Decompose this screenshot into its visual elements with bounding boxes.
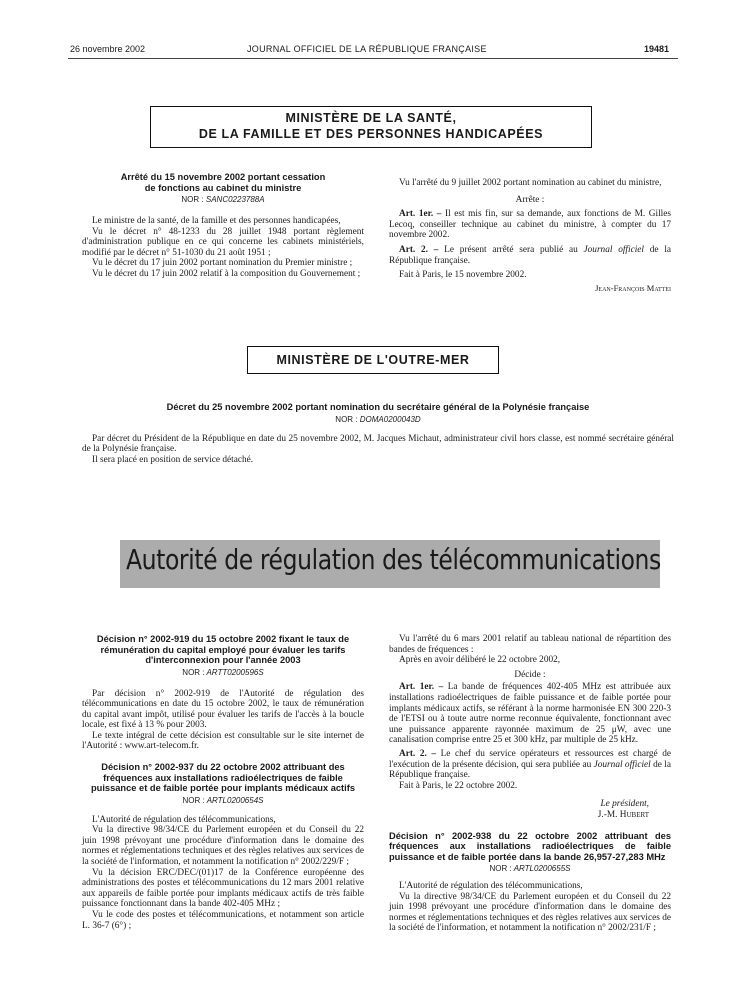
decision-919-paragraph: Le texte intégral de cette décision est consultable sur le site internet de l'Autorité : www.art-telecom.fr. — [82, 730, 364, 752]
article-1-label: Art. 1er. – — [399, 209, 442, 220]
journal-officiel-ref: Journal officiel — [593, 759, 651, 770]
decret-title: Décret du 25 novembre 2002 portant nomination du secrétaire général de la Polynésie française — [166, 402, 590, 412]
article-2-label: Art. 2. – — [399, 748, 437, 759]
decret-paragraph: Il sera placé en position de service détaché. — [92, 454, 254, 465]
outremer-section — [82, 402, 674, 465]
ministry-sante-line1: MINISTÈRE DE LA SANTÉ, — [285, 111, 457, 125]
article-2 — [389, 749, 671, 781]
fait-a-paris: Fait à Paris, le 22 octobre 2002. — [399, 780, 518, 791]
nor-label: NOR : — [182, 795, 205, 805]
authority-banner-title: Autorité de régulation des télécommunications — [126, 543, 661, 576]
decision-937-paragraph: Après en avoir délibéré le 22 octobre 2002, — [399, 655, 561, 666]
ministry-outremer-title: MINISTÈRE DE L'OUTRE-MER — [276, 353, 470, 367]
article-1-text: Il est mis fin, sur sa demande, aux fonctions de M. Gilles Lecoq, conseiller technique au cabinet du ministre, à compter du 17 novembre 2002. — [389, 209, 671, 241]
visa-paragraph: Vu le décret du 17 juin 2002 relatif à la composition du Gouvernement ; — [92, 268, 361, 279]
nor-label: NOR : — [489, 864, 512, 873]
sante-left-column — [82, 172, 364, 280]
president-title: Le président, — [600, 799, 649, 810]
decision-938-nor — [389, 864, 671, 873]
signature: Jean-François Mattei — [595, 282, 671, 293]
fait-a-paris: Fait à Paris, le 15 novembre 2002. — [399, 270, 527, 281]
decision-937-paragraph: Vu la directive 98/34/CE du Parlement européen et du Conseil du 22 juin 1998 prévoyant une procédure d'information dans le domaine des normes et réglementations techniques et des règles relatives aux services de la société de l'information, et notamment la notification n° 2002/229/F ; — [82, 825, 364, 867]
journal-title: JOURNAL OFFICIEL DE LA RÉPUBLIQUE FRANÇAISE — [247, 44, 487, 54]
decision-919-nor — [82, 668, 364, 677]
article-2-text: Le présent arrêté sera publié au — [444, 244, 578, 255]
decision-938-title: Décision n° 2002-938 du 22 octobre 2002 attribuant des fréquences aux installations radioélectriques de faible puissance et de faible portée dans la bande 26,957-27,283 MHz — [389, 830, 671, 862]
arrete-title-line1: Arrêté du 15 novembre 2002 portant cessation — [120, 172, 326, 182]
decision-938-paragraph: Vu la directive 98/34/CE du Parlement européen et du Conseil du 22 juin 1998 prévoyant une procédure d'information dans le domaine des normes et réglementations techniques et des règles relatives aux services de la société de l'information, et notamment la notification n° 2002/231/F ; — [389, 891, 671, 934]
page-date: 26 novembre 2002 — [70, 44, 146, 54]
decret-nor — [82, 415, 674, 424]
arrete-visas — [82, 216, 364, 280]
article-2 — [389, 245, 671, 266]
arrete-title — [82, 172, 364, 193]
sante-right-column — [389, 178, 671, 293]
article-1 — [389, 682, 671, 746]
decret-paragraph: Par décret du Président de la République en date du 25 novembre 2002, M. Jacques Michaut, administrateur civil hors classe, est nommé secrétaire général de la Polynésie française. — [82, 433, 674, 455]
header-rule — [68, 58, 678, 59]
signature: J.-M. Hubert — [597, 809, 649, 820]
arcep-left-column — [82, 634, 364, 931]
page-number: 19481 — [644, 44, 670, 54]
article-1 — [389, 209, 671, 241]
nor-code: DOMA0200043D — [359, 414, 421, 424]
arrete-nor — [82, 195, 364, 204]
signature-block — [389, 799, 671, 820]
ministry-outremer-box — [247, 346, 499, 374]
ministry-sante-line2: DE LA FAMILLE ET DES PERSONNES HANDICAPÉES — [198, 127, 544, 141]
nor-label: NOR : — [335, 414, 358, 424]
nor-label: NOR : — [181, 195, 204, 204]
decision-937-nor — [82, 796, 364, 805]
decision-937-title: Décision n° 2002-937 du 22 octobre 2002 attribuant des fréquences aux installations radioélectriques de faible puissance et de faible portée pour implants médicaux actifs — [90, 762, 355, 794]
visa-paragraph: Le ministre de la santé, de la famille et des personnes handicapées, — [92, 216, 341, 226]
article-2-text: Le chef du service opérateurs et ressources est chargé de l'exécution de la présente décision, qui sera publiée au — [389, 748, 672, 770]
article-1-text: La bande de fréquences 402-405 MHz est attribuée aux installations radioélectriques de faible puissance et de faible portée pour implants médicaux actifs, se référant à la norme harmonisée EN 300 220-3 de l'ETSI ou à toute autre norme reconnue équivalente, fonctionnant avec une puissance apparente rayonnée maximum de 25 μW, avec une canalisation comprise entre 25 et 300 kHz, par multiple de 25 kHz. — [389, 682, 671, 746]
journal-officiel-ref: Journal officiel — [583, 244, 645, 255]
decision-938-paragraph: L'Autorité de régulation des télécommunications, — [399, 881, 583, 891]
decision-919-title: Décision n° 2002-919 du 15 octobre 2002 fixant le taux de rémunération du capital employé pour évaluer les tarifs d'interconnexion pour l'année 2003 — [96, 634, 350, 665]
nor-code: ARTT0200596S — [206, 667, 264, 677]
ministry-sante-box — [150, 106, 592, 148]
article-2-text-end: de la République française. — [389, 759, 672, 781]
arrete-title-line2: de fonctions au cabinet du ministre — [144, 182, 302, 193]
article-2-label: Art. 2. – — [399, 244, 439, 255]
nor-label: NOR : — [182, 667, 205, 677]
decide-word: Décide : — [514, 669, 546, 680]
nor-code: ARTL0200654S — [206, 795, 264, 805]
decision-919-paragraph: Par décision n° 2002-919 de l'Autorité de régulation des télécommunications en date du 15 octobre 2002, le taux de rémunération du capital avant impôt, utilisé pour évaluer les tarifs de l'accès à la boucle locale, est fixé à 13 % pour 2003. — [82, 688, 364, 731]
arcep-right-column — [389, 634, 671, 934]
article-2-text-end: de la République française. — [389, 244, 672, 266]
decision-937-paragraph: Vu le code des postes et télécommunications, et notamment son article L. 36-7 (6°) ; — [82, 909, 364, 931]
nor-code: ARTL0200655S — [513, 864, 571, 873]
visa-paragraph: Vu l'arrêté du 9 juillet 2002 portant nomination au cabinet du ministre, — [399, 178, 662, 188]
nor-code: SANC0223788A — [205, 195, 265, 204]
visa-paragraph: Vu le décret n° 48-1233 du 28 juillet 1948 portant règlement d'administration publique en ce qui concerne les cabinets ministériels, modifié par le décret n° 51-1030 du 21 août 1951 ; — [82, 226, 364, 258]
arrete-word: Arrête : — [515, 194, 545, 205]
article-1-label: Art. 1er. – — [399, 682, 444, 693]
decision-937-paragraph: Vu la décision ERC/DEC/(01)17 de la Conférence européenne des administrations des postes et télécommunications du 12 mars 2001 relative aux appareils de faible portée pour implants médicaux actifs de très faible puissance fonctionnant dans la bande 402-405 MHz ; — [82, 867, 364, 910]
decision-937-paragraph: Vu l'arrêté du 6 mars 2001 relatif au tableau national de répartition des bandes de fréquences : — [389, 634, 671, 655]
decision-937-paragraph: L'Autorité de régulation des télécommunications, — [92, 814, 276, 825]
visa-paragraph: Vu le décret du 17 juin 2002 portant nomination du Premier ministre ; — [92, 258, 353, 269]
